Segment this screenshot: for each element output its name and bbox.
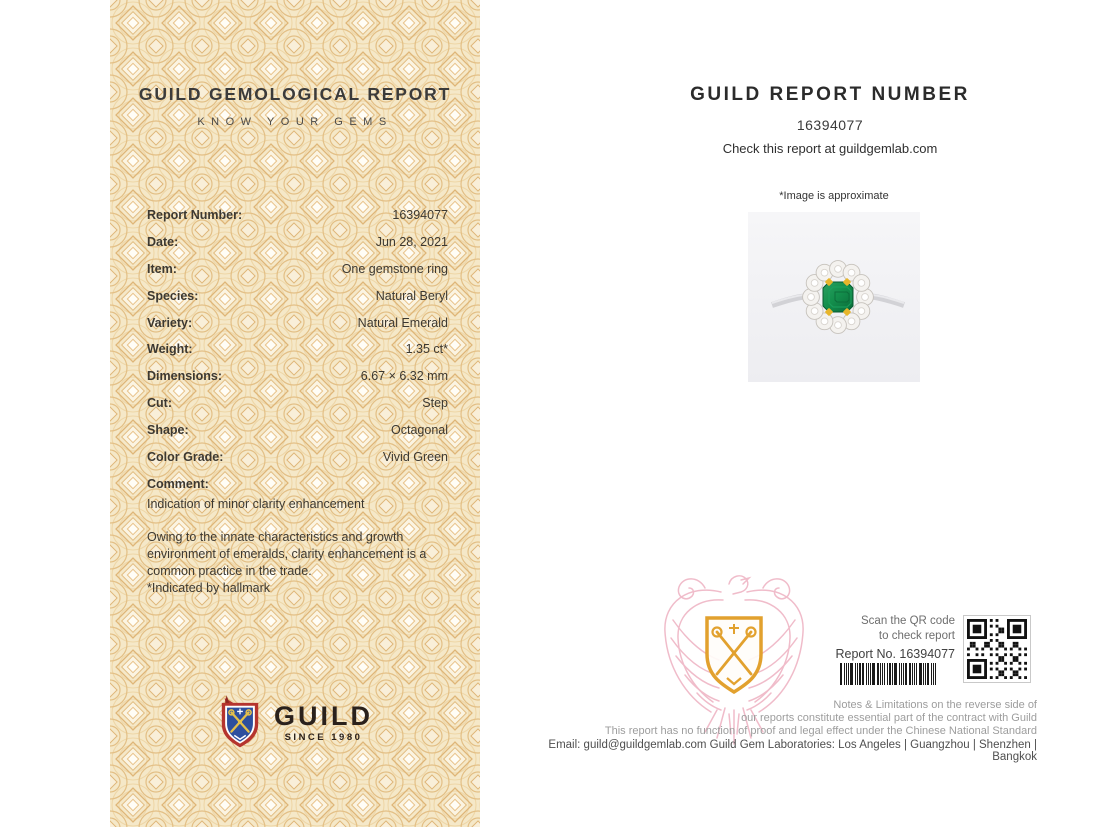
footer-notes-line-2: our reports constitute essential part of the contract with Guild (741, 712, 1037, 724)
field-value: One gemstone ring (341, 261, 448, 276)
scan-qr-line1: Scan the QR code (861, 615, 955, 627)
field-shape (147, 423, 448, 450)
comment-label: Comment: (147, 476, 209, 491)
emerald-ring-image (748, 212, 920, 382)
check-report-line: Check this report at guildgemlab.com (722, 141, 938, 156)
field-value: Jun 28, 2021 (375, 234, 448, 249)
image-approximate-note: *Image is approximate (779, 190, 889, 202)
field-species (147, 289, 448, 316)
field-value: Natural Emerald (357, 315, 448, 330)
footer-notes-line-3: This report has no function of proof and legal effect under the Chinese National Standard (604, 725, 1037, 737)
report-title: GUILD GEMOLOGICAL REPORT (138, 84, 452, 104)
field-value: Octagonal (391, 423, 448, 438)
field-label: Color Grade: (147, 450, 224, 465)
barcode (840, 663, 955, 685)
field-value: Natural Beryl (375, 288, 448, 303)
report-left-panel (110, 0, 480, 827)
gemstone-ring-photo (748, 212, 920, 382)
field-variety (147, 316, 448, 343)
field-label: Shape: (147, 423, 189, 438)
guild-logo-wordmark: GUILD (274, 700, 373, 731)
field-label: Species: (147, 288, 199, 303)
comment-note: *Indicated by hallmark (147, 580, 270, 595)
field-value: 1.35 ct* (405, 342, 448, 357)
field-cut (147, 396, 448, 423)
field-value: 6.67 × 6.32 mm (360, 369, 448, 384)
field-label: Date: (147, 234, 179, 249)
field-value: 16394077 (392, 208, 448, 222)
guild-shield-icon (217, 694, 263, 750)
qr-instructions (700, 614, 955, 663)
footer-contact-line: Email: guild@guildgemlab.com Guild Gem Laboratories: Los Angeles | Guangzhou | Shenzhen | Bangkok (548, 739, 1037, 763)
comment-paragraph (147, 529, 448, 597)
field-weight (147, 342, 448, 369)
field-label: Report Number: (147, 208, 243, 222)
field-color-grade (147, 450, 448, 477)
qr-code (963, 615, 1031, 683)
report-number-value: 16394077 (796, 117, 864, 133)
field-label: Dimensions: (147, 369, 223, 384)
qr-report-number: Report No. 16394077 (835, 647, 955, 661)
comment-paragraph-text: Owing to the innate characteristics and growth environment of emeralds, clarity enhancement is a common practice in the trade. (147, 529, 427, 578)
guild-logo (110, 694, 480, 750)
field-label: Item: (147, 261, 177, 276)
field-label: Cut: (147, 396, 172, 411)
field-value: Step (422, 396, 448, 411)
report-number-title: GUILD REPORT NUMBER (690, 84, 970, 105)
field-label: Variety: (147, 315, 193, 330)
field-report-number (147, 208, 448, 235)
field-item (147, 262, 448, 289)
report-subtitle: KNOW YOUR GEMS (197, 116, 393, 128)
scan-qr-line2: to check report (878, 630, 955, 642)
field-value: Vivid Green (382, 450, 448, 465)
comment-text: Indication of minor clarity enhancement (147, 496, 365, 511)
guild-logo-tagline: SINCE 1980 (284, 731, 363, 743)
field-dimensions (147, 369, 448, 396)
field-label: Weight: (147, 342, 193, 357)
field-date (147, 235, 448, 262)
report-fields (147, 208, 448, 597)
footer-notes-line-1: Notes & Limitations on the reverse side of (833, 699, 1037, 711)
